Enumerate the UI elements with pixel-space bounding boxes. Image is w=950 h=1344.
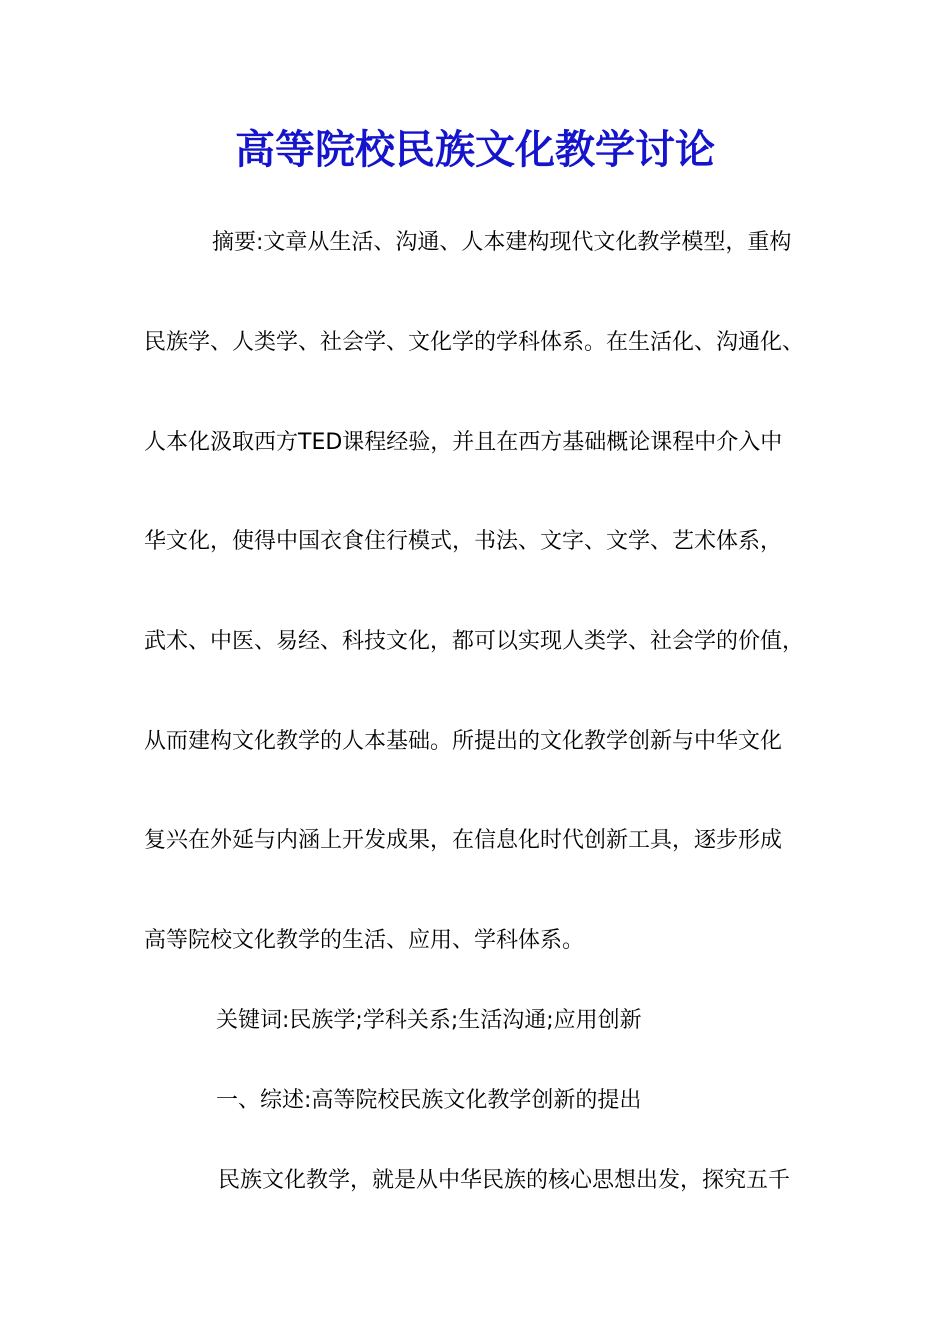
body-paragraph-line-1: 民族文化教学，就是从中华民族的核心思想出发，探究五千	[218, 1168, 791, 1193]
section-heading: 一、综述:高等院校民族文化教学创新的提出	[216, 1088, 642, 1113]
abstract-line-7: 复兴在外延与内涵上开发成果，在信息化时代创新工具，逐步形成	[144, 828, 783, 853]
abstract-line-6: 从而建构文化教学的人本基础。所提出的文化教学创新与中华文化	[144, 729, 783, 754]
abstract-line-4: 华文化，使得中国衣食住行模式，书法、文字、文学、艺术体系，	[144, 529, 783, 554]
abstract-line-5: 武术、中医、易经、科技文化，都可以实现人类学、社会学的价值，	[144, 629, 805, 654]
abstract-line-2: 民族学、人类学、社会学、文化学的学科体系。在生活化、沟通化、	[144, 330, 805, 355]
abstract-line-8: 高等院校文化教学的生活、应用、学科体系。	[144, 928, 585, 953]
abstract-line-3: 人本化汲取西方TED课程经验，并且在西方基础概论课程中介入中	[144, 430, 783, 455]
document-title: 高等院校民族文化教学讨论	[235, 126, 715, 173]
abstract-line-1: 摘要:文章从生活、沟通、人本建构现代文化教学模型，重构	[212, 230, 792, 255]
keywords-line: 关键词:民族学;学科关系;生活沟通;应用创新	[216, 1008, 642, 1033]
